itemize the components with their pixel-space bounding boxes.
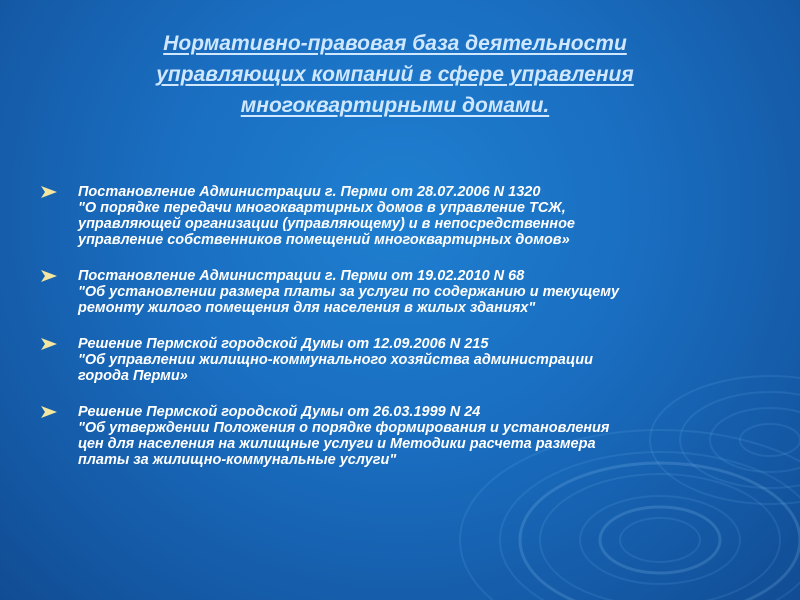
item-line: "Об управлении жилищно-коммунального хозяйства администрации [78, 352, 593, 368]
item-line: Решение Пермской городской Думы от 26.03.1999 N 24 [78, 404, 481, 420]
arrowhead-bullet-icon [40, 337, 58, 351]
regulation-list [40, 184, 760, 488]
arrowhead-bullet-icon [40, 405, 58, 419]
item-line: "Об утверждении Положения о порядке формирования и установления [78, 420, 610, 436]
title-line: Нормативно-правовая база деятельности [163, 32, 627, 55]
item-line: "Об установлении размера платы за услуги по содержанию и текущему [78, 284, 620, 300]
arrowhead-bullet-icon [40, 269, 58, 283]
list-item [40, 184, 760, 248]
list-item [40, 268, 760, 316]
item-line: города Перми» [78, 368, 188, 384]
item-line: цен для населения на жилищные услуги и Методики расчета размера [78, 436, 596, 452]
list-item [40, 404, 760, 468]
list-item [40, 336, 760, 384]
item-line: Решение Пермской городской Думы от 12.09.2006 N 215 [78, 336, 489, 352]
item-line: платы за жилищно-коммунальные услуги" [78, 452, 397, 468]
item-line: Постановление Администрации г. Перми от 28.07.2006 N 1320 [78, 184, 541, 200]
title-line: управляющих компаний в сфере управления [156, 63, 634, 86]
arrowhead-bullet-icon [40, 185, 58, 199]
item-line: Постановление Администрации г. Перми от 19.02.2010 N 68 [78, 268, 525, 284]
item-line: "О порядке передачи многоквартирных домов в управление ТСЖ, [78, 200, 566, 216]
slide-title [60, 28, 730, 121]
item-line: ремонту жилого помещения для населения в жилых зданиях" [78, 300, 536, 316]
item-line: управляющей организации (управляющему) и в непосредственное [78, 216, 575, 232]
item-line: управление собственников помещений многоквартирных домов» [78, 232, 570, 248]
title-line: многоквартирными домами. [240, 94, 550, 117]
